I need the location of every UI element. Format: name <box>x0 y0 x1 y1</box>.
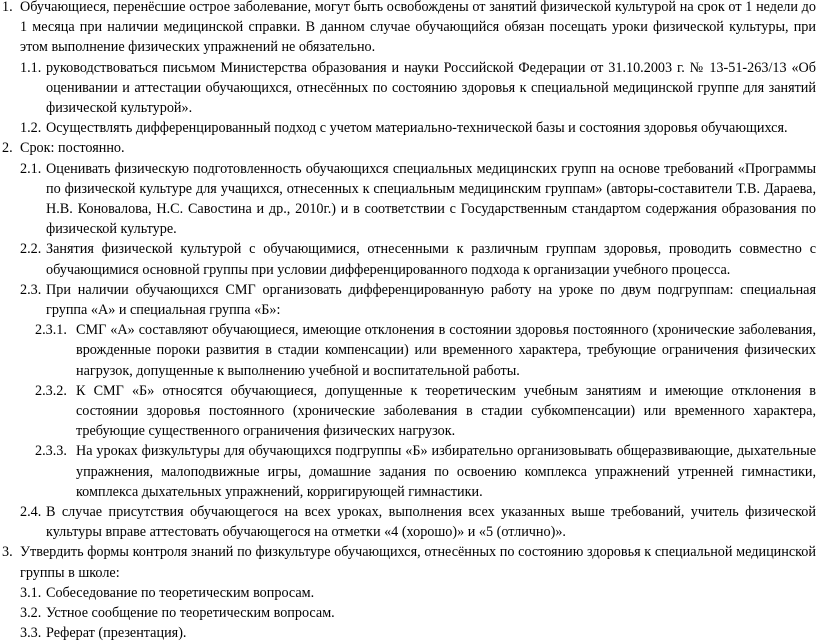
item-text: Занятия физической культурой с обучающимися, отнесенными к различным группам здоровья, проводить совместно с обучающимися основной группы при условии дифференцированного подхода к организации учебного процесса. <box>46 241 816 278</box>
item-number: 1. <box>2 0 13 15</box>
item-number: 3. <box>2 544 13 561</box>
list-item <box>0 441 816 502</box>
list-item <box>0 118 816 138</box>
item-number: 3.1. <box>20 584 42 601</box>
list-item <box>0 159 816 240</box>
item-number: 1.1. <box>20 59 42 76</box>
list-item <box>0 381 816 442</box>
item-number: 2.3. <box>20 281 42 298</box>
item-text: К СМГ «Б» относятся обучающиеся, допущенные к теоретическим учебным занятиям и имеющие отклонения в состоянии здоровья постоянного (хронические заболевания в стадии субкомпенсации) или временного характера, требующие существенного ограничения физических нагрузок. <box>76 382 816 440</box>
item-text: На уроках физкультуры для обучающихся подгруппы «Б» избирательно организовывать общеразвивающие, дыхательные упражнения, малоподвижные игры, домашние задания по освоению комплекса упражнений утренней гимнастики, комплекса дыхательных упражнений, корригирующей гимнастики. <box>76 443 816 500</box>
item-text: Осуществлять дифференцированный подход с учетом материально-технической базы и состояния здоровья обучающихся. <box>46 120 788 137</box>
list-item <box>0 502 816 542</box>
item-text: СМГ «А» составляют обучающиеся, имеющие отклонения в состоянии здоровья постоянного (хронические заболевания, врожденные пороки развития в стадии компенсации) или временного характера, требующие ограничения физических нагрузок, допущенные к выполнению учебной и воспитательной работы. <box>76 322 816 379</box>
list-item <box>0 583 816 603</box>
item-number: 2.3.2. <box>35 382 67 399</box>
item-number: 3.2. <box>20 605 42 622</box>
item-number: 2.3.3. <box>35 443 67 460</box>
item-text: В случае присутствия обучающегося на всех уроках, выполнения всех указанных выше требований, учитель физической культуры вправе аттестовать обучающегося на отметки «4 (хорошо)» и «5 (отлично)». <box>46 504 816 541</box>
item-number: 2.2. <box>20 241 42 258</box>
list-item <box>0 280 816 320</box>
item-text: Собеседование по теоретическим вопросам. <box>46 584 315 601</box>
list-item <box>0 0 816 58</box>
list-item <box>0 603 816 623</box>
item-number: 2. <box>2 140 13 157</box>
item-number: 1.2. <box>20 120 42 137</box>
item-text: руководствоваться письмом Министерства образования и науки Российской Федерации от 31.10.2003 г. № 13-51-263/13 «Об оценивании и аттестации обучающихся, отнесённых по состоянию здоровья к специальной медицинской группе для занятий физической культурой». <box>46 59 816 117</box>
item-number: 3.3. <box>20 625 42 642</box>
list-item <box>0 623 816 643</box>
item-number: 2.1. <box>20 160 42 177</box>
list-item <box>0 239 816 279</box>
item-number: 2.3.1. <box>35 322 67 339</box>
item-text: Срок: постоянно. <box>20 140 125 157</box>
list-item <box>0 138 816 158</box>
item-number: 2.4. <box>20 504 42 521</box>
list-item <box>0 320 816 381</box>
list-item <box>0 58 816 119</box>
item-text: Оценивать физическую подготовленность обучающихся специальных медицинских групп на основе требований «Программы по физической культуре для учащихся, отнесенных к специальным медицинским группам» (авторы-составители Т.В. Дараева, Н.В. Коновалова, Н.С. Савостина и др., 2010г.) и в соответствии с Государственным стандартом содержания образования по физической культуре. <box>46 160 816 238</box>
item-text: Устное сообщение по теоретическим вопросам. <box>46 605 335 622</box>
list-item <box>0 542 816 582</box>
item-text: Утвердить формы контроля знаний по физкультуре обучающихся, отнесённых по состоянию здоровья к специальной медицинской группы в школе: <box>20 544 816 581</box>
item-text: Реферат (презентация). <box>46 625 187 642</box>
item-text: При наличии обучающихся СМГ организовать дифференцированную работу на уроке по двум подгруппам: специальная группа «А» и специальная группа «Б»: <box>46 281 816 319</box>
item-text: Обучающиеся, перенёсшие острое заболевание, могут быть освобождены от занятий физической культурой на срок от 1 недели до 1 месяца при наличии медицинской справки. В данном случае обучающийся обязан посещать уроки физической культуры, при этом выполнение физических упражнений не обязательно. <box>20 0 816 56</box>
